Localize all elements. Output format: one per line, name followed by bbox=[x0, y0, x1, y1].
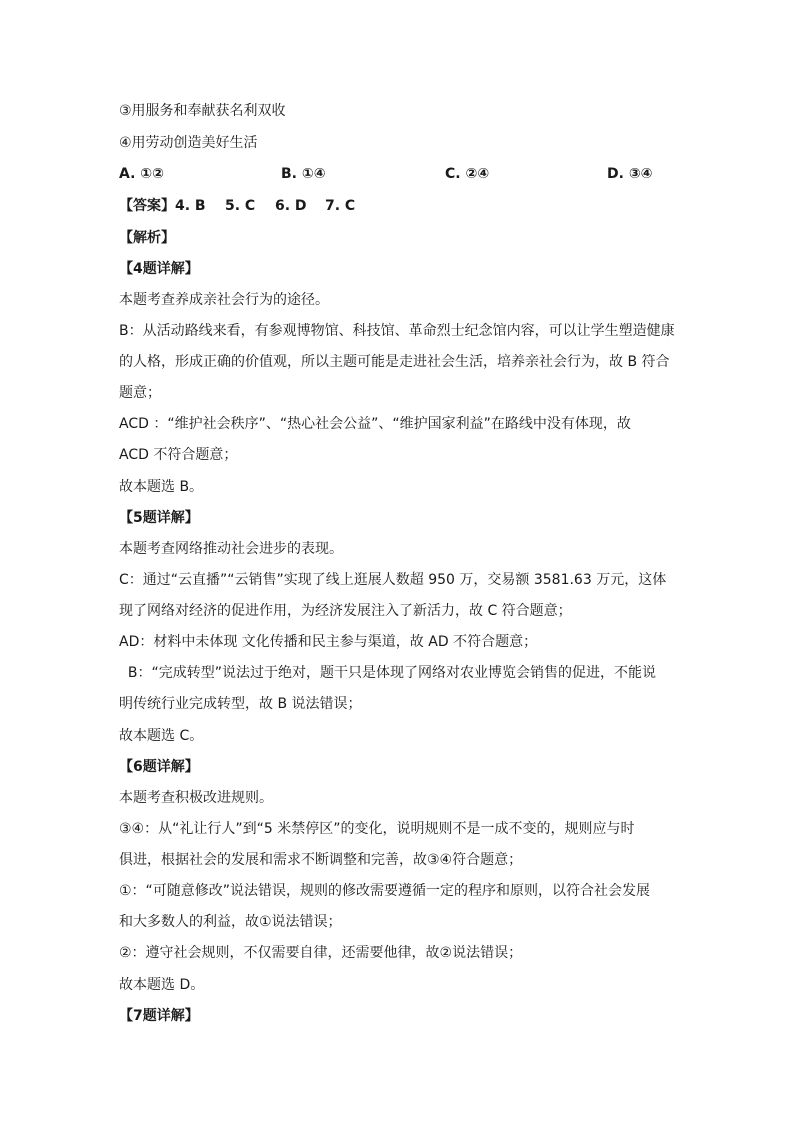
answer-6: 6. D bbox=[275, 198, 307, 214]
question-option-3: ③用服务和奉献获名利双收 bbox=[119, 103, 286, 119]
q6-conclusion: 故本题选 D。 bbox=[119, 977, 205, 993]
q4-b-line-2: 的人格，形成正确的价值观，所以主题可能是走进社会生活，培养亲社会行为，故 B 符合 bbox=[119, 354, 670, 370]
q5-heading: 【5题详解】 bbox=[119, 510, 199, 526]
q5-conclusion: 故本题选 C。 bbox=[119, 728, 204, 744]
q4-acd-line-2: ACD 不符合题意； bbox=[119, 447, 238, 463]
q4-conclusion: 故本题选 B。 bbox=[119, 479, 204, 495]
q6-heading: 【6题详解】 bbox=[119, 759, 199, 775]
question-option-4: ④用劳动创造美好生活 bbox=[119, 135, 258, 151]
q5-c-line-1: C：通过“云直播”“云销售”实现了线上逛展人数超 950 万，交易额 3581.63 万元，这体 bbox=[119, 572, 667, 588]
q4-acd-line-1: ACD ：“维护社会秩序”、“热心社会公益”、“维护国家利益”在路线中没有体现，故 bbox=[119, 416, 631, 432]
q4-heading: 【4题详解】 bbox=[119, 261, 199, 277]
q6-34-line-1: ③④：从“礼让行人”到“5 米禁停区”的变化，说明规则不是一成不变的，规则应与时 bbox=[119, 821, 635, 837]
answer-label: 【答案】4. B bbox=[119, 198, 206, 214]
answer-5: 5. C bbox=[225, 198, 256, 214]
option-b: B. ①④ bbox=[281, 166, 326, 182]
q6-1-line-2: 和大多数人的利益，故①说法错误； bbox=[119, 914, 342, 930]
q6-2-line: ②：遵守社会规则，不仅需要自律，还需要他律，故②说法错误； bbox=[119, 945, 523, 961]
answer-7: 7. C bbox=[325, 198, 356, 214]
q4-b-line-3: 题意； bbox=[119, 385, 161, 401]
analysis-label: 【解析】 bbox=[119, 230, 175, 246]
q5-intro: 本题考查网络推动社会进步的表现。 bbox=[119, 541, 343, 557]
q5-b-line-1: B：“完成转型”说法过于绝对，题干只是体现了网络对农业博览会销售的促进，不能说 bbox=[119, 665, 657, 681]
option-c: C. ②④ bbox=[445, 166, 490, 182]
option-a: A. ①② bbox=[119, 166, 164, 182]
q7-heading: 【7题详解】 bbox=[119, 1008, 199, 1024]
q6-intro: 本题考查积极改进规则。 bbox=[119, 790, 273, 806]
q5-ad-line: AD：材料中未体现 文化传播和民主参与渠道，故 AD 不符合题意； bbox=[119, 634, 538, 650]
q5-b-line-2: 明传统行业完成转型，故 B 说法错误； bbox=[119, 696, 362, 712]
q5-c-line-2: 现了网络对经济的促进作用，为经济发展注入了新活力，故 C 符合题意； bbox=[119, 603, 572, 619]
q6-1-line-1: ①：“可随意修改”说法错误，规则的修改需要遵循一定的程序和原则，以符合社会发展 bbox=[119, 883, 651, 899]
q6-34-line-2: 俱进，根据社会的发展和需求不断调整和完善，故③④符合题意； bbox=[119, 852, 523, 868]
q4-intro: 本题考查养成亲社会行为的途径。 bbox=[119, 292, 329, 308]
q4-b-line-1: B：从活动路线来看，有参观博物馆、科技馆、革命烈士纪念馆内容，可以让学生塑造健康 bbox=[119, 323, 675, 339]
option-d: D. ③④ bbox=[607, 166, 653, 182]
